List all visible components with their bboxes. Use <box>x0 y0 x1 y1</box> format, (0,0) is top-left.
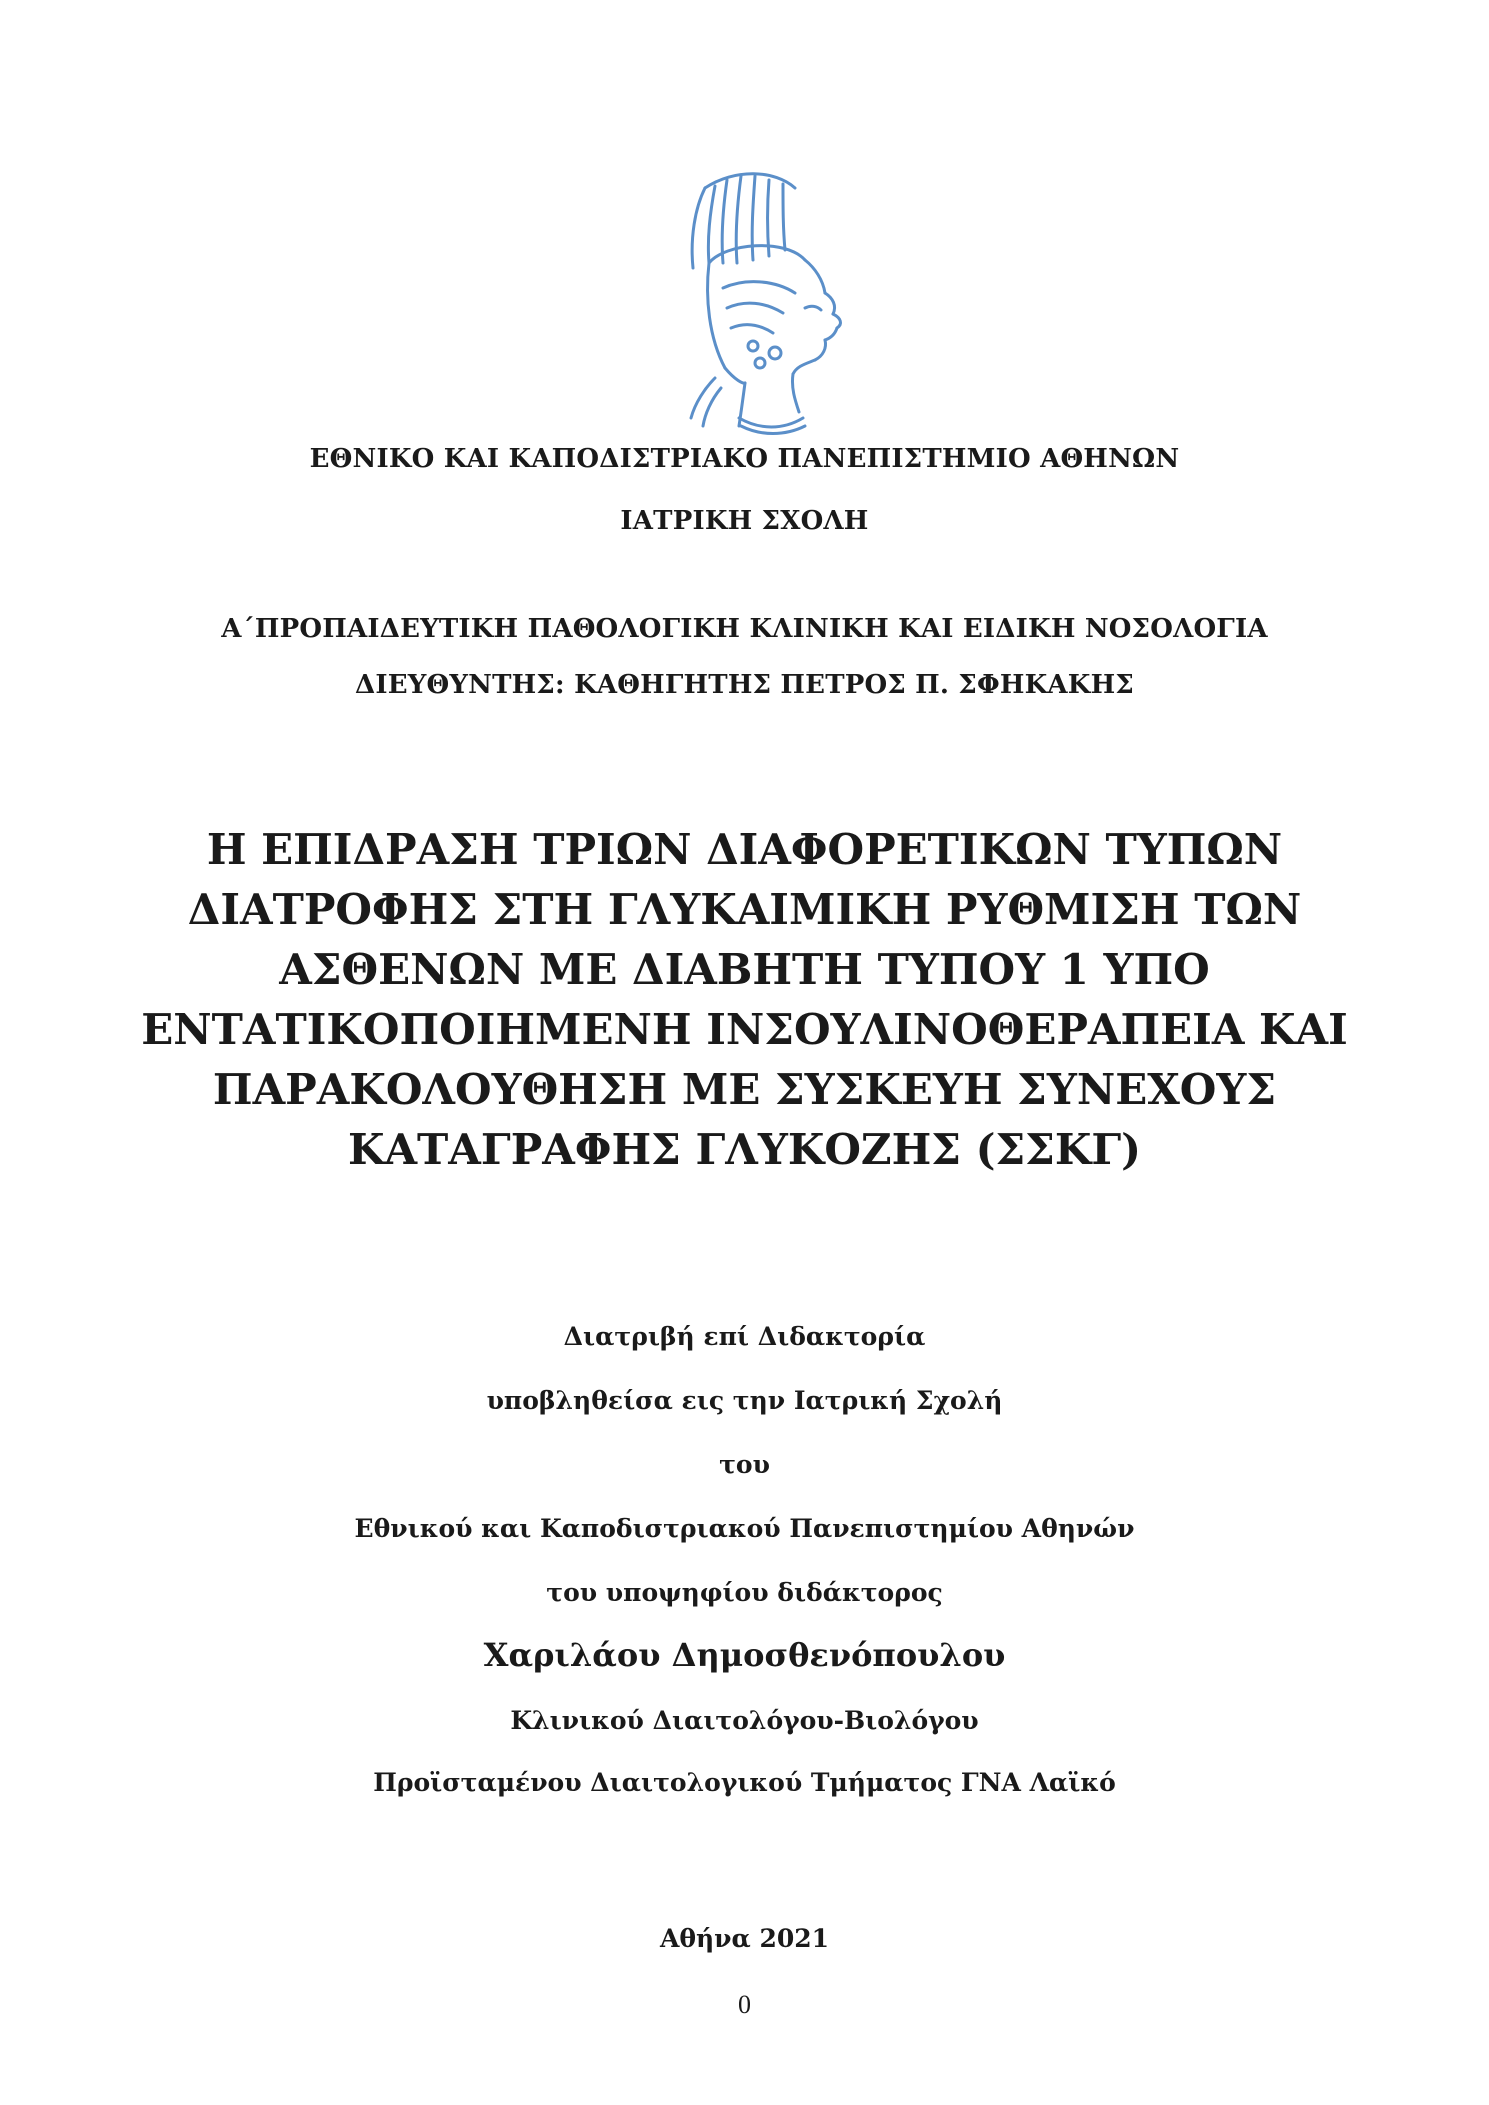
title-line: Η ΕΠΙΔΡΑΣΗ ΤΡΙΩΝ ΔΙΑΦΟΡΕΤΙΚΩΝ ΤΥΠΩΝ <box>206 825 1283 874</box>
author-name: Χαριλάου Δημοσθενόπουλου <box>483 1636 1006 1674</box>
title-line: ΕΝΤΑΤΙΚΟΠΟΙΗΜΕΝΗ ΙΝΣΟΥΛΙΝΟΘΕΡΑΠΕΙΑ ΚΑΙ <box>141 1005 1348 1054</box>
director-line: ΔΙΕΥΘΥΝΤΗΣ: ΚΑΘΗΓΗΤΗΣ ΠΕΤΡΟΣ Π. ΣΦΗΚΑΚΗΣ <box>355 670 1134 700</box>
page-number: 0 <box>738 1990 751 2019</box>
place-year: Αθήνα 2021 <box>659 1924 830 1953</box>
school-name: ΙΑΤΡΙΚΗ ΣΧΟΛΗ <box>620 506 869 536</box>
title-line: ΔΙΑΤΡΟΦΗΣ ΣΤΗ ΓΛΥΚΑΙΜΙΚΗ ΡΥΘΜΙΣΗ ΤΩΝ <box>187 885 1302 934</box>
author-position: Προϊσταμένου Διαιτολογικού Τμήματος ΓΝΑ Λαϊκό <box>373 1768 1116 1797</box>
title-line: ΠΑΡΑΚΟΛΟΥΘΗΣΗ ΜΕ ΣΥΣΚΕΥΗ ΣΥΝΕΧΟΥΣ <box>212 1065 1277 1114</box>
title-line: ΚΑΤΑΓΡΑΦΗΣ ΓΛΥΚΟΖΗΣ (ΣΣΚΓ) <box>347 1125 1142 1174</box>
university-name: ΕΘΝΙΚΟ ΚΑΙ ΚΑΠΟΔΙΣΤΡΙΑΚΟ ΠΑΝΕΠΙΣΤΗΜΙΟ ΑΘΗΝΩΝ <box>309 444 1180 474</box>
athena-head-emblem-icon <box>665 168 855 438</box>
thesis-submitted: υποβληθείσα εις την Ιατρική Σχολή <box>486 1386 1003 1415</box>
thesis-title <box>0 824 1489 1176</box>
title-line: ΑΣΘΕΝΩΝ ΜΕ ΔΙΑΒΗΤΗ ΤΥΠΟΥ 1 ΥΠΟ <box>279 945 1210 994</box>
thesis-of: του <box>719 1450 770 1479</box>
thesis-university: Εθνικού και Καποδιστριακού Πανεπιστημίου Αθηνών <box>354 1514 1135 1543</box>
clinic-name: Α΄ΠΡΟΠΑΙΔΕΥΤΙΚΗ ΠΑΘΟΛΟΓΙΚΗ ΚΛΙΝΙΚΗ ΚΑΙ ΕΙΔΙΚΗ ΝΟΣΟΛΟΓΙΑ <box>221 614 1268 644</box>
thesis-type: Διατριβή επί Διδακτορία <box>563 1322 926 1351</box>
author-role: Κλινικού Διαιτολόγου-Βιολόγου <box>510 1706 979 1735</box>
thesis-candidate: του υποψηφίου διδάκτορος <box>546 1578 943 1607</box>
